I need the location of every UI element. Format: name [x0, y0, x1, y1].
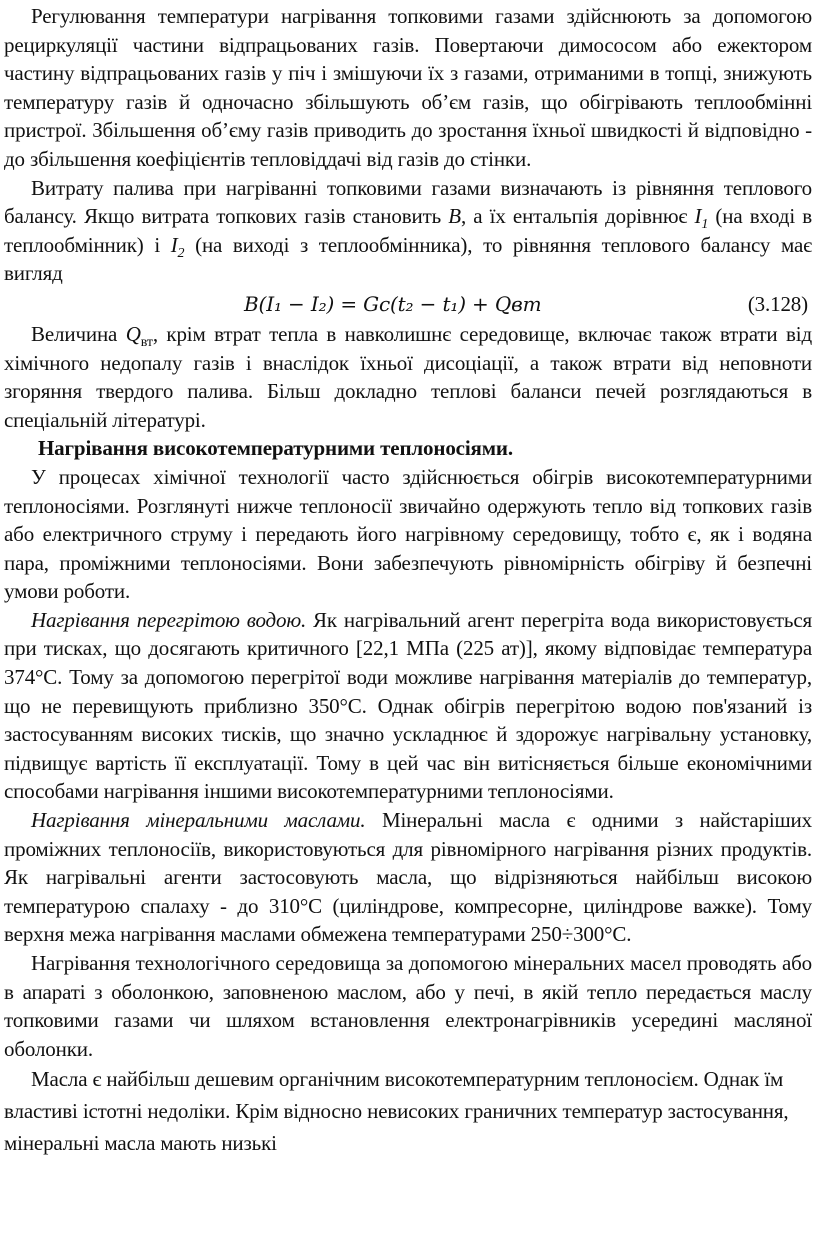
- paragraph-superheated-water: [4, 606, 812, 806]
- paragraph-mineral-oils: [4, 806, 812, 949]
- paragraph-losses: [4, 320, 812, 434]
- symbol-i2: I: [170, 232, 178, 257]
- section-heading: Нагрівання високотемпературними теплоносіями.: [38, 436, 513, 461]
- symbol-i1: I: [694, 204, 702, 229]
- subsection-title: Нагрівання перегрітою водою.: [31, 607, 307, 632]
- text-run: , а їх ентальпія дорівнює: [460, 204, 695, 229]
- text-run: (на вході в теплообмінник) і: [4, 204, 813, 257]
- symbol-q: Q: [125, 321, 141, 346]
- equation-3-128: [4, 288, 812, 320]
- text-run: Як нагрівальний агент перегріта вода використовується при тисках, що досягають критичного [22,1 МПа (225 ат)], якому відповідає температура 374°С. Тому за допомогою перегрітої води можливе нагрівання матеріалів до температур, що не перевищують приблизно 350°С. Однак обігрів перегрітою водою пов'язаний із застосуванням високих тисків, що значно ускладнює й здорожує нагрівальну установку, підвищує вартість її експлуатації. Тому в цей час він витісняється більше економічними способами нагрівання іншими високотемпературними теплоносіями.: [4, 607, 813, 804]
- paragraph-high-temp-carriers: У процесах хімічної технології часто здійснюється обігрів високотемпературними теплоносіями. Розглянуті нижче теплоносії звичайно одержують тепло від топкових газів або електричного струму і передають його нагрівному середовищу, тобто є, як і водяна пара, проміжними теплоносіями. Вони забезпечують рівномірність обігріву й безпечні умови роботи.: [4, 464, 812, 604]
- subscript: вт: [140, 335, 153, 351]
- paragraph-heat-balance: [4, 174, 812, 288]
- equation-formula: B(I₁ − I₂) = Gc(t₂ − t₁) + Qвт: [244, 291, 542, 316]
- subscript: 1: [701, 217, 709, 233]
- paragraph-recirculation: Регулювання температури нагрівання топковими газами здійснюють за допомогою рециркуляції частини відпрацьованих газів. Повертаючи димососом або ежектором частину відпрацьованих газів у піч і змішуючи їх з газами, отриманими в топці, знижують температуру газів й одночасно збільшують об’єм газів, що обігрівають теплообмінні пристрої. Збільшення об’єму газів приводить до зростання їхньої швидкості й відповідно - до збільшення коефіцієнтів тепловіддачі від газів до стінки.: [4, 4, 812, 171]
- subsection-title: Нагрівання мінеральними маслами.: [31, 808, 366, 833]
- text-run: (на виході з теплообмінника), то рівняння теплового балансу має вигляд: [4, 232, 812, 286]
- symbol-b: B: [448, 204, 461, 229]
- paragraph-oil-drawbacks: Масла є найбільш дешевим органічним високотемпературним теплоносієм. Однак їм властиві істотні недоліки. Крім відносно невисоких граничних температур застосування, мінеральні масла мають низькі: [4, 1067, 789, 1156]
- equation-number: (3.128): [747, 291, 808, 316]
- text-run: Мінеральні масла є одними з найстаріших проміжних теплоносіїв, використовуються для рівномірного нагрівання різних продуктів. Як нагрівальні агенти застосовують масла, що відрізняються найбільш високою температурою спалаху - до 310°С (циліндрове, компресорне, циліндрове важке). Тому верхня межа нагрівання маслами обмежена температурами 250÷300°С.: [4, 808, 812, 947]
- text-run: Величина: [31, 321, 126, 346]
- subscript: 2: [177, 245, 185, 261]
- text-run: , крім втрат тепла в навколишнє середовище, включає також втрати від хімічного недопалу газів і внаслідок їхньої дисоціації, а також втрати від неповноти згоряння твердого палива. Більш докладно теплові баланси печей розглядаються в спеціальній літературі.: [4, 321, 812, 432]
- paragraph-oil-heating-methods: Нагрівання технологічного середовища за допомогою мінеральних масел проводять або в апараті з оболонкою, заповненою маслом, або у печі, в якій тепло передається маслу топковими газами чи шляхом встановлення електронагрівників усередині масляної оболонки.: [4, 951, 812, 1061]
- text-run: Витрату палива при нагріванні топковими газами визначають із рівняння теплового балансу. Якщо витрата топкових газів становить: [4, 175, 812, 229]
